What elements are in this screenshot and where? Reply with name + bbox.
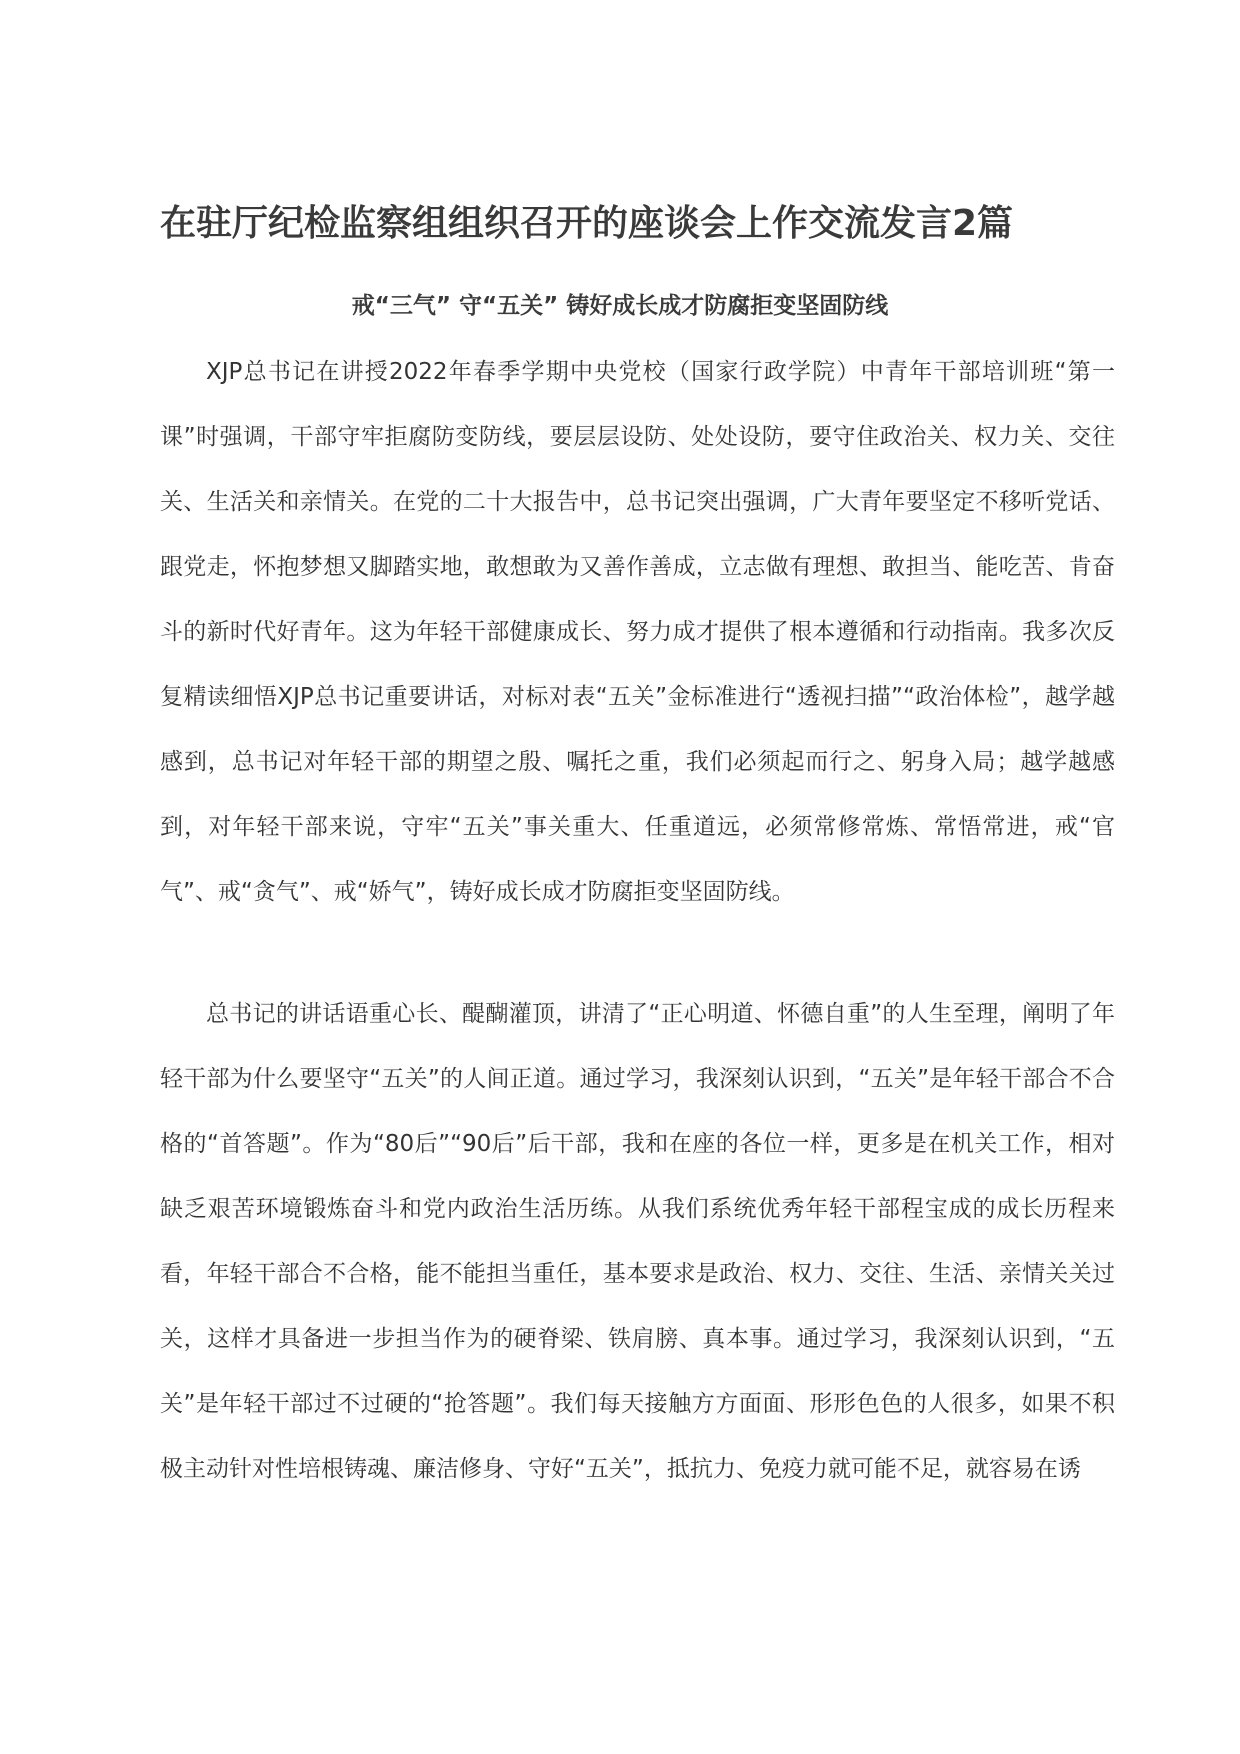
document-subtitle: 戒“三气” 守“五关” 铸好成长成才防腐拒变坚固防线 (351, 293, 889, 319)
body-paragraph: XJP总书记在讲授2022年春季学期中央党校（国家行政学院）中青年干部培训班“第一课”时强调，干部守牢拒腐防变防线，要层层设防、处处设防，要守住政治关、权力关、交往关、生活关和亲情关。在党的二十大报告中，总书记突出强调，广大青年要坚定不移听党话、跟党走，怀抱梦想又脚踏实地，敢想敢为又善作善成，立志做有理想、敢担当、能吃苦、肯奋斗的新时代好青年。这为年轻干部健康成长、努力成才提供了根本遵循和行动指南。我多次反复精读细悟XJP总书记重要讲话，对标对表“五关”金标准进行“透视扫描”“政治体检”，越学越感到，总书记对年轻干部的期望之殷、嘱托之重，我们必须起而行之、躬身入局；越学越感到，对年轻干部来说，守牢“五关”事关重大、任重道远，必须常修常炼、常悟常进，戒“官气”、戒“贪气”、戒“娇气”，铸好成长成才防腐拒变坚固防线。 (160, 359, 1115, 905)
body-paragraph: 总书记的讲话语重心长、醍醐灌顶，讲清了“正心明道、怀德自重”的人生至理，阐明了年轻干部为什么要坚守“五关”的人间正道。通过学习，我深刻认识到，“五关”是年轻干部合不合格的“首答题”。作为“80后”“90后”后干部，我和在座的各位一样，更多是在机关工作，相对缺乏艰苦环境锻炼奋斗和党内政治生活历练。从我们系统优秀年轻干部程宝成的成长历程来看，年轻干部合不合格，能不能担当重任，基本要求是政治、权力、交往、生活、亲情关关过关，这样才具备进一步担当作为的硬脊梁、铁肩膀、真本事。通过学习，我深刻认识到，“五关”是年轻干部过不过硬的“抢答题”。我们每天接触方方面面、形形色色的人很多，如果不积极主动针对性培根铸魂、廉洁修身、守好“五关”，抵抗力、免疫力就可能不足，就容易在诱 (160, 1001, 1115, 1482)
document-title: 在驻厅纪检监察组组织召开的座谈会上作交流发言2篇 (160, 203, 1014, 244)
